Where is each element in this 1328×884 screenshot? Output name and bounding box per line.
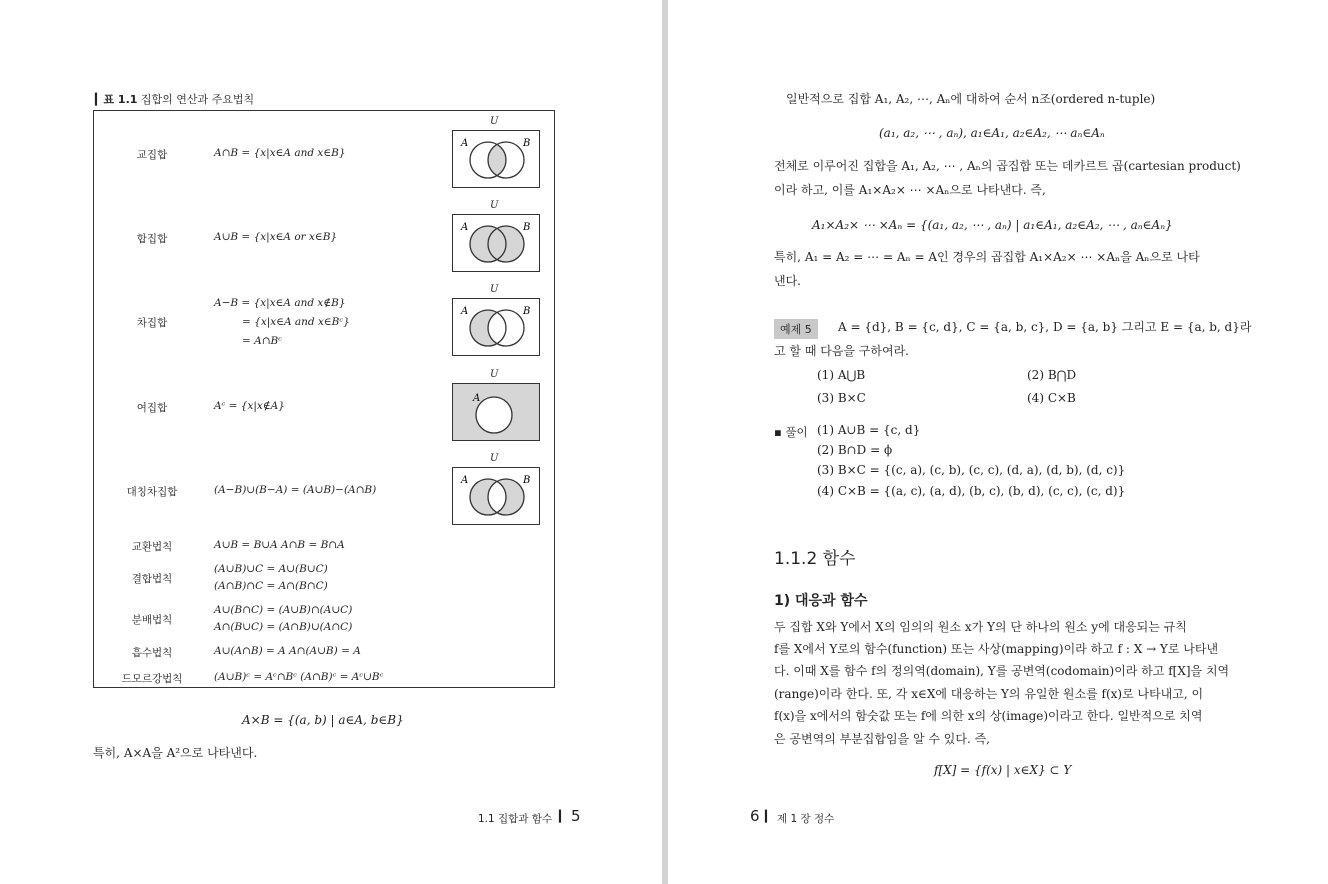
function-paragraph-6: 은 공변역의 부분집합임을 알 수 있다. 즉, — [774, 732, 990, 746]
law-name-associative: 결합법칙 — [131, 573, 173, 585]
row-formula-difference-3: = A∩Bᶜ — [242, 335, 282, 347]
solution-1: (1) A∪B = {c, d} — [817, 423, 921, 437]
set-label-a: A — [461, 222, 469, 233]
paragraph-cartesian-1: 전체로 이루어진 집합을 A₁, A₂, ⋯ , Aₙ의 곱집합 또는 데카르트 곱(cartesian product) — [774, 159, 1241, 173]
law-name-absorption: 흡수법칙 — [131, 647, 173, 659]
equation-cartesian-product: A₁×A₂× ⋯ ×Aₙ = {(a₁, a₂, ⋯ , aₙ) | a₁∈A₁, a₂∈A₂, ⋯ , aₙ∈Aₙ} — [812, 218, 1173, 232]
row-formula-difference-1: A−B = {x|x∈A and x∉B} — [214, 297, 346, 309]
row-formula-symmetric-difference: (A−B)∪(B−A) = (A∪B)−(A∩B) — [214, 484, 377, 496]
law-formula-associative-2: (A∩B)∩C = A∩(B∩C) — [214, 580, 328, 592]
solution-2: (2) B∩D = ϕ — [817, 443, 893, 457]
function-paragraph-1: 두 집합 X와 Y에서 X의 임의의 원소 x가 Y의 단 하나의 원소 y에 대응되는 규칙 — [774, 620, 1187, 634]
row-formula-intersection: A∩B = {x|x∈A and x∈B} — [214, 147, 346, 159]
set-label-b: B — [523, 138, 531, 149]
footer-separator-right: ▎ — [765, 810, 774, 823]
row-name-symmetric-difference: 대칭차집합 — [126, 486, 178, 498]
paragraph-cartesian-2: 이라 하고, 이를 A₁×A₂× ⋯ ×Aₙ으로 나타낸다. 즉, — [774, 183, 1046, 197]
set-label-b: B — [523, 475, 531, 486]
universe-label-2: U — [490, 200, 499, 211]
example-badge: 예제 5 — [774, 319, 818, 339]
set-label-a: A — [461, 306, 469, 317]
row-name-union: 합집합 — [136, 233, 168, 245]
law-name-distributive: 분배법칙 — [131, 614, 173, 626]
table-caption-text: 집합의 연산과 주요법칙 — [140, 93, 255, 106]
subsection-title: 1) 대응과 함수 — [774, 593, 868, 609]
set-label-a: A — [461, 138, 469, 149]
function-paragraph-5: f(x)을 x에서의 함숫값 또는 f에 의한 x의 상(image)이라고 한다. 일반적으로 치역 — [774, 709, 1203, 723]
example-question-2: (2) B⋂D — [1027, 368, 1077, 382]
footer-section-title: 1.1 집합과 함수 — [478, 813, 553, 825]
set-label-b: B — [523, 306, 531, 317]
solution-label: ▪ 풀이 — [774, 425, 808, 439]
law-formula-associative-1: (A∪B)∪C = A∪(B∪C) — [214, 563, 328, 575]
row-name-intersection: 교집합 — [136, 149, 168, 161]
set-label-b: B — [523, 222, 531, 233]
page-number-left: 5 — [571, 807, 581, 825]
row-formula-complement: Aᶜ = {x|x∉A} — [214, 400, 285, 412]
law-name-de-morgan: 드모르강법칙 — [121, 673, 183, 685]
set-label-a: A — [461, 475, 469, 486]
table-caption-number: ▎표 1.1 — [95, 93, 138, 106]
paragraph-power-1: 특히, A₁ = A₂ = ⋯ = Aₙ = A인 경우의 곱집합 A₁×A₂× ⋯ ×Aₙ을 Aₙ으로 나타 — [774, 250, 1200, 264]
set-label-a: A — [473, 393, 481, 404]
example-statement-1: A = {d}, B = {c, d}, C = {a, b, c}, D = {a, b} 그리고 E = {a, b, d}라 — [838, 320, 1252, 334]
page-number-right: 6 — [750, 807, 760, 825]
footer-separator: ▎ — [559, 810, 568, 823]
right-page — [668, 0, 1328, 884]
law-formula-absorption: A∪(A∩B) = A A∩(A∪B) = A — [214, 645, 361, 657]
law-formula-distributive-1: A∪(B∩C) = (A∪B)∩(A∪C) — [214, 604, 353, 616]
paragraph-tuple-intro: 일반적으로 집합 A₁, A₂, ⋯, Aₙ에 대하여 순서 n조(ordered n-tuple) — [786, 92, 1156, 106]
example-question-1: (1) A⋃B — [817, 368, 866, 382]
example-question-4: (4) C×B — [1027, 391, 1076, 405]
equation-tuple: (a₁, a₂, ⋯ , aₙ), a₁∈A₁, a₂∈A₂, ⋯ aₙ∈Aₙ — [879, 126, 1105, 140]
row-formula-union: A∪B = {x|x∈A or x∈B} — [214, 231, 338, 243]
row-formula-difference-2: = {x|x∈A and x∈Bᶜ} — [242, 316, 350, 328]
universe-label-3: U — [490, 284, 499, 295]
solution-3: (3) B×C = {(c, a), (c, b), (c, c), (d, a), (d, b), (d, c)} — [817, 463, 1126, 477]
note-paragraph: 특히, A×A을 A²으로 나타낸다. — [93, 746, 258, 760]
cartesian-product-equation: A×B = {(a, b) | a∈A, b∈B} — [242, 713, 404, 727]
venn-diagram-union — [452, 214, 540, 272]
example-question-3: (3) B×C — [817, 391, 866, 405]
table-caption — [95, 91, 254, 107]
paragraph-power-2: 낸다. — [774, 274, 801, 288]
universe-label-1: U — [490, 116, 499, 127]
venn-diagram-complement — [452, 383, 540, 441]
function-paragraph-3: 다. 이때 X를 함수 f의 정의역(domain), Y를 공변역(codomain)이라 하고 f[X]을 치역 — [774, 664, 1230, 678]
equation-image-subset: f[X] = {f(x) | x∈X} ⊂ Y — [934, 763, 1072, 777]
function-paragraph-4: (range)이라 한다. 또, 각 x∈X에 대응하는 Y의 유일한 원소를 f(x)로 나타내고, 이 — [774, 687, 1204, 701]
section-title: 1.1.2 함수 — [774, 549, 856, 569]
footer-chapter-title: 제 1 장 정수 — [777, 813, 835, 825]
universe-label-5: U — [490, 453, 499, 464]
solution-4: (4) C×B = {(a, c), (a, d), (b, c), (b, d), (c, c), (c, d)} — [817, 484, 1126, 498]
row-name-difference: 차집합 — [136, 317, 168, 329]
law-formula-distributive-2: A∩(B∪C) = (A∩B)∪(A∩C) — [214, 621, 353, 633]
example-statement-2: 고 할 때 다음을 구하여라. — [774, 344, 909, 358]
law-formula-commutative: A∪B = B∪A A∩B = B∩A — [214, 539, 345, 551]
venn-diagram-difference — [452, 298, 540, 356]
law-formula-de-morgan: (A∪B)ᶜ = Aᶜ∩Bᶜ (A∩B)ᶜ = Aᶜ∪Bᶜ — [214, 671, 384, 683]
universe-label-4: U — [490, 369, 499, 380]
left-page — [0, 0, 662, 884]
function-paragraph-2: f를 X에서 Y로의 함수(function) 또는 사상(mapping)이라 하고 f : X → Y로 나타낸 — [774, 642, 1219, 656]
row-name-complement: 여집합 — [136, 402, 168, 414]
law-name-commutative: 교환법칙 — [131, 541, 173, 553]
venn-diagram-intersection — [452, 130, 540, 188]
venn-diagram-symmetric-difference — [452, 467, 540, 525]
